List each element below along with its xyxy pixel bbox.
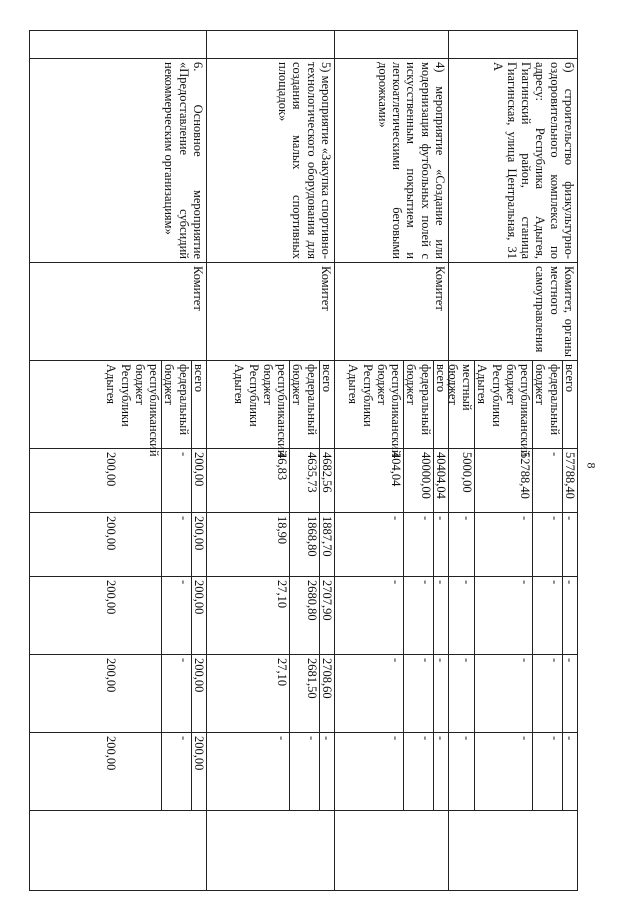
value: -: [389, 736, 404, 741]
page-number: 8: [584, 462, 599, 469]
measure-name: б) строительство физкультурно-оздоровительного комплекса по адресу: Республика Адыгея, Гиагинский район, станица Гиагинская, улица Центральная, 31 А: [449, 59, 578, 263]
measure-name: 5) мероприятие «Закупка спортивно-технологического оборудования для создания малых спортивных площадок»: [207, 59, 335, 263]
values-cell: [30, 655, 207, 733]
values-cell: [449, 655, 578, 733]
executor: Комитет: [207, 263, 335, 361]
executor: Комитет: [30, 263, 207, 361]
values-cell: [30, 577, 207, 655]
budget-table: [29, 30, 578, 891]
blank-cell: [207, 31, 335, 59]
value: 46,83: [275, 452, 290, 481]
value: -: [562, 655, 577, 732]
values-cell: [335, 655, 449, 733]
blank-cell: [449, 31, 578, 59]
value: 2707,90: [319, 577, 334, 654]
value: 2708,60: [319, 655, 334, 732]
value: -: [275, 736, 290, 741]
value: -: [433, 733, 448, 810]
rotated-table-container: [30, 30, 578, 890]
value: 40000,00: [403, 449, 433, 512]
source-cell: [445, 361, 578, 457]
values-cell: [449, 513, 578, 577]
value: 27,10: [275, 658, 290, 687]
value: 2680,80: [289, 577, 319, 654]
value: -: [161, 655, 191, 732]
source-label: федеральный бюджет: [161, 361, 191, 448]
blank-cell: [335, 31, 449, 59]
value: 404,04: [389, 452, 404, 487]
table-row: [449, 31, 578, 891]
value: -: [403, 655, 433, 732]
value: 1868,80: [289, 513, 319, 576]
value: -: [433, 655, 448, 732]
values-cell: [449, 577, 578, 655]
source-label: республиканский бюджет Республики Адыгея: [104, 364, 162, 457]
value: 40404,04: [433, 449, 448, 512]
values-cell: [207, 733, 335, 811]
values-cell: [30, 513, 207, 577]
value: -: [532, 449, 562, 512]
value: -: [562, 513, 577, 576]
blank-cell: [449, 811, 578, 891]
value: -: [532, 577, 562, 654]
blank-cell: [207, 811, 335, 891]
value: -: [161, 513, 191, 576]
table-row: [335, 31, 449, 891]
value: -: [403, 733, 433, 810]
values-cell: [335, 733, 449, 811]
value: -: [161, 577, 191, 654]
values-cell: [30, 449, 207, 513]
value: -: [474, 577, 532, 654]
value: 200,00: [191, 655, 206, 732]
value: -: [289, 733, 319, 810]
value: 27,10: [275, 580, 290, 609]
source-label: федеральный бюджет: [403, 361, 433, 448]
table-row: [30, 31, 207, 891]
values-cell: [207, 449, 335, 513]
source-label: местный бюджет: [445, 364, 474, 411]
value: 200,00: [104, 736, 119, 771]
measure-name: 6. Основное мероприятие «Предоставление субсидий некоммерческим организациям»: [30, 59, 207, 263]
source-label: всего: [319, 361, 334, 448]
value: -: [459, 516, 474, 521]
source-cell: [207, 361, 335, 457]
values-cell: [335, 577, 449, 655]
source-label: всего: [191, 361, 206, 448]
source-label: республиканский бюджет Республики Адыгея: [232, 364, 290, 457]
value: -: [389, 580, 404, 585]
values-cell: [449, 733, 578, 811]
values-cell: [30, 733, 207, 811]
value: 200,00: [104, 452, 119, 487]
table-row: [207, 31, 335, 891]
executor: Комитет, органы местного самоуправления: [449, 263, 578, 361]
source-label: федеральный бюджет: [289, 361, 319, 448]
source-label: всего: [562, 361, 577, 448]
value: -: [562, 577, 577, 654]
value: -: [433, 577, 448, 654]
value: 52788,40: [474, 449, 532, 512]
value: -: [562, 733, 577, 810]
value: 4635,73: [289, 449, 319, 512]
source-label: всего: [433, 361, 448, 448]
value: 200,00: [104, 580, 119, 615]
value: -: [161, 449, 191, 512]
value: -: [161, 733, 191, 810]
value: 57788,40: [562, 449, 577, 512]
blank-cell: [30, 811, 207, 891]
measure-name: 4) мероприятие «Создание или модернизация футбольных полей с искусственным покрытием и легкоатлетическими беговыми дорожками»: [335, 59, 449, 263]
value: -: [459, 658, 474, 663]
value: -: [532, 733, 562, 810]
values-cell: [335, 513, 449, 577]
value: -: [403, 577, 433, 654]
value: 5000,00: [459, 452, 474, 493]
value: 1887,70: [319, 513, 334, 576]
value: -: [319, 733, 334, 810]
values-cell: [207, 655, 335, 733]
values-cell: [449, 449, 578, 513]
value: 200,00: [191, 733, 206, 810]
source-cell: [30, 361, 207, 457]
value: 200,00: [104, 516, 119, 551]
value: -: [389, 658, 404, 663]
source-label: федеральный бюджет: [532, 361, 562, 448]
executor: Комитет: [335, 263, 449, 361]
value: -: [532, 513, 562, 576]
value: 200,00: [191, 449, 206, 512]
value: -: [459, 580, 474, 585]
value: -: [459, 736, 474, 741]
value: 2681,50: [289, 655, 319, 732]
value: 200,00: [191, 577, 206, 654]
blank-cell: [30, 31, 207, 59]
value: 18,90: [275, 516, 290, 545]
values-cell: [335, 449, 449, 513]
blank-cell: [335, 811, 449, 891]
source-cell: [335, 361, 449, 457]
value: -: [474, 655, 532, 732]
value: -: [403, 513, 433, 576]
value: 4682,56: [319, 449, 334, 512]
source-label: республиканский бюджет Республики Адыгея: [474, 361, 532, 448]
value: -: [474, 513, 532, 576]
values-cell: [207, 513, 335, 577]
value: 200,00: [191, 513, 206, 576]
values-cell: [207, 577, 335, 655]
source-label: республиканский бюджет Республики Адыгея: [346, 364, 404, 457]
value: 200,00: [104, 658, 119, 693]
value: -: [389, 516, 404, 521]
value: -: [433, 513, 448, 576]
value: -: [474, 733, 532, 810]
value: -: [532, 655, 562, 732]
